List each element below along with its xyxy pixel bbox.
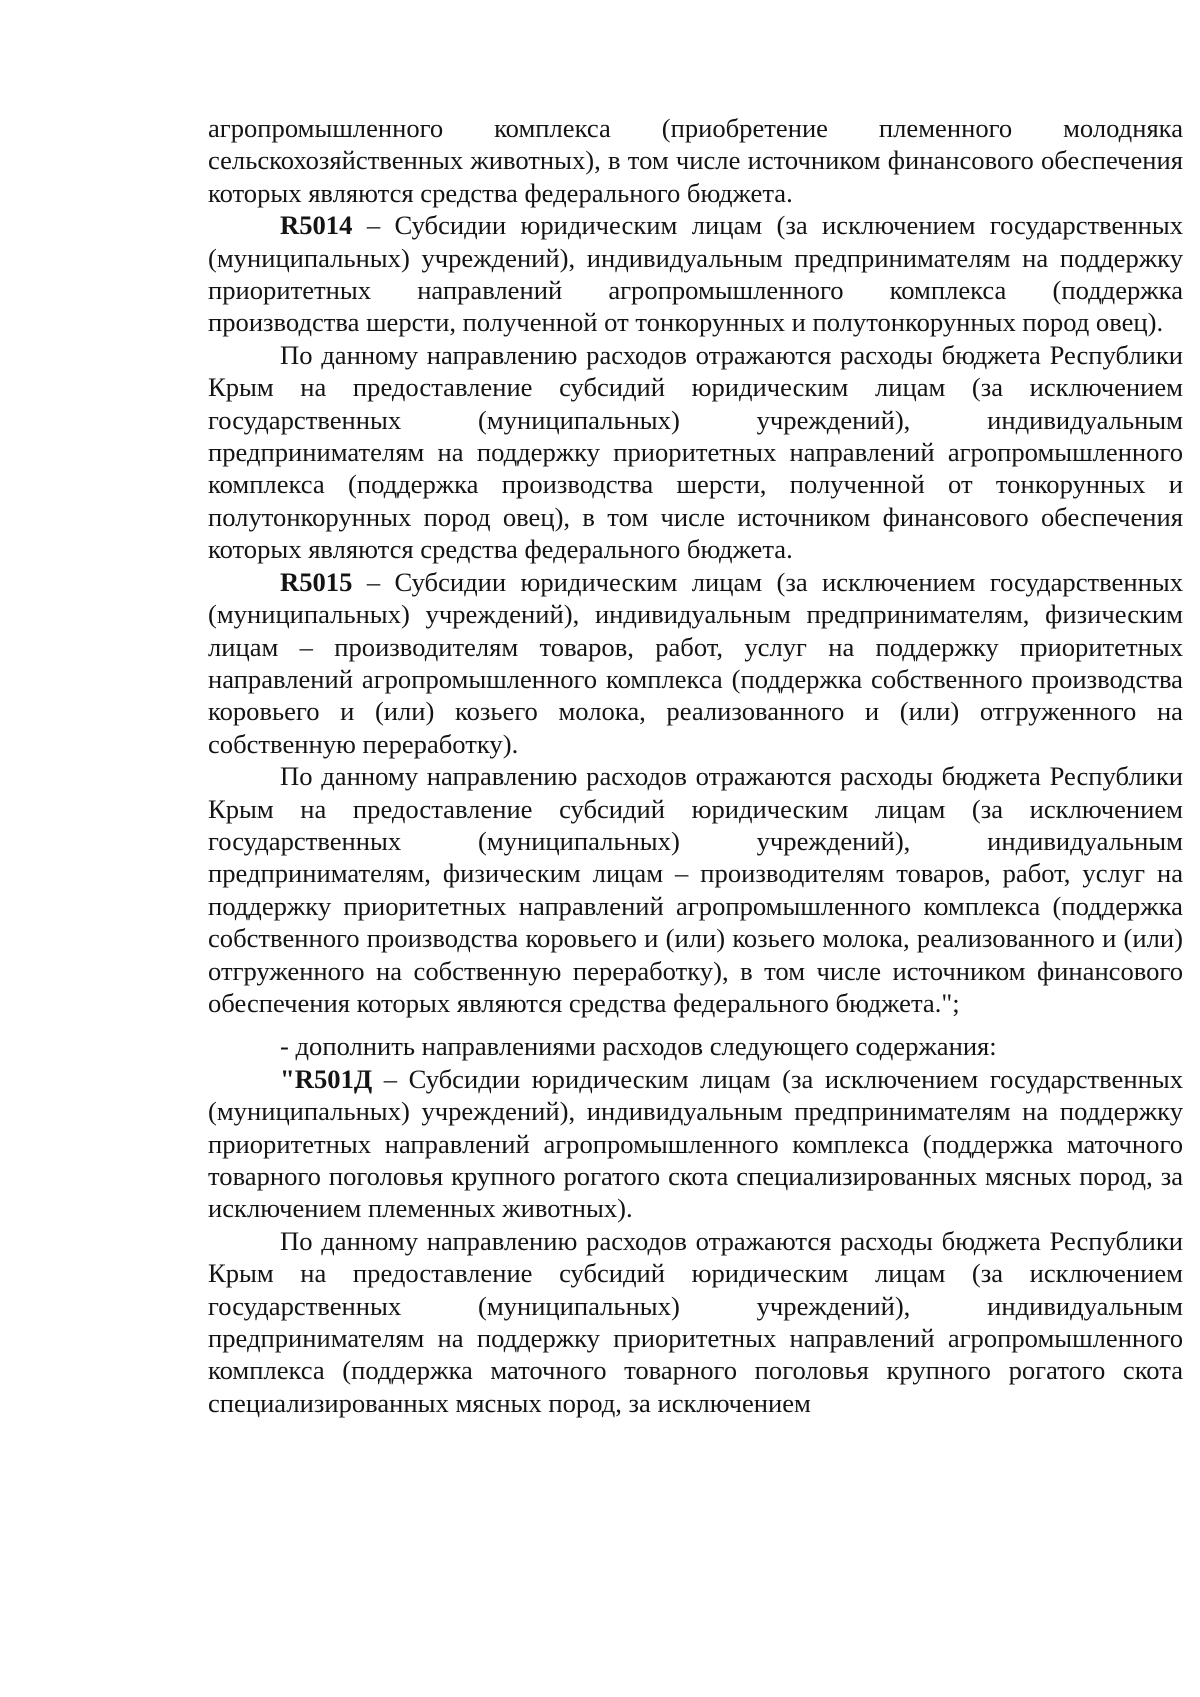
paragraph-text: По данному направлению расходов отражаются расходы бюджета Республики Крым на предоставление субсидий юридическим лицам (за исключением государственных (муниципальных) учреждений), индивидуальным предпринимателям, физическим лицам – производителям товаров, работ, услуг на поддержку приоритетных направлений агропромышленного комплекса (поддержка собственного производства коровьего и (или) козьего молока, реализованного и (или) отгруженного на собственную переработку), в том числе источником финансового обеспечения которых являются средства федерального бюджета.";	[208, 761, 1183, 1018]
document-page	[208, 112, 1183, 1419]
paragraph-r5014-description	[208, 339, 1183, 566]
paragraph-r5014	[208, 209, 1183, 339]
paragraph-text: – Субсидии юридическим лицам (за исключением государственных (муниципальных) учреждений), индивидуальным предпринимателям на поддержку приоритетных направлений агропромышленного комплекса (поддержка производства шерсти, полученной от тонкорунных и полутонкорунных пород овец).	[208, 210, 1183, 338]
paragraph-text: – Субсидии юридическим лицам (за исключением государственных (муниципальных) учреждений), индивидуальным предпринимателям на поддержку приоритетных направлений агропромышленного комплекса (поддержка маточного товарного поголовья крупного рогатого скота специализированных мясных пород, за исключением племенных животных).	[208, 1063, 1183, 1224]
paragraph-text: – Субсидии юридическим лицам (за исключением государственных (муниципальных) учреждений), индивидуальным предпринимателям, физическим лицам – производителям товаров, работ, услуг на поддержку приоритетных направлений агропромышленного комплекса (поддержка собственного производства коровьего и (или) козьего молока, реализованного и (или) отгруженного на собственную переработку).	[208, 566, 1183, 759]
expense-code: "R501Д	[280, 1063, 373, 1094]
paragraph-r501d-description	[208, 1225, 1183, 1419]
paragraph-text: - дополнить направлениями расходов следующего содержания:	[280, 1031, 997, 1062]
paragraph-continuation	[208, 112, 1183, 209]
paragraph-r5015-description	[208, 760, 1183, 1019]
paragraph-r5015	[208, 566, 1183, 760]
expense-code: R5015	[280, 566, 353, 597]
paragraph-text: агропромышленного комплекса (приобретение племенного молодняка сельскохозяйственных животных), в том числе источником финансового обеспечения которых являются средства федерального бюджета.	[208, 113, 1183, 208]
paragraph-r501d	[208, 1063, 1183, 1225]
paragraph-text: По данному направлению расходов отражаются расходы бюджета Республики Крым на предоставление субсидий юридическим лицам (за исключением государственных (муниципальных) учреждений), индивидуальным предпринимателям на поддержку приоритетных направлений агропромышленного комплекса (поддержка производства шерсти, полученной от тонкорунных и полутонкорунных пород овец), в том числе источником финансового обеспечения которых являются средства федерального бюджета.	[208, 339, 1183, 565]
expense-code: R5014	[280, 210, 353, 241]
paragraph-text: По данному направлению расходов отражаются расходы бюджета Республики Крым на предоставление субсидий юридическим лицам (за исключением государственных (муниципальных) учреждений), индивидуальным предпринимателям на поддержку приоритетных направлений агропромышленного комплекса (поддержка маточного товарного поголовья крупного рогатого скота специализированных мясных пород, за исключением	[208, 1225, 1183, 1418]
paragraph-amendment-intro	[208, 1030, 1183, 1062]
